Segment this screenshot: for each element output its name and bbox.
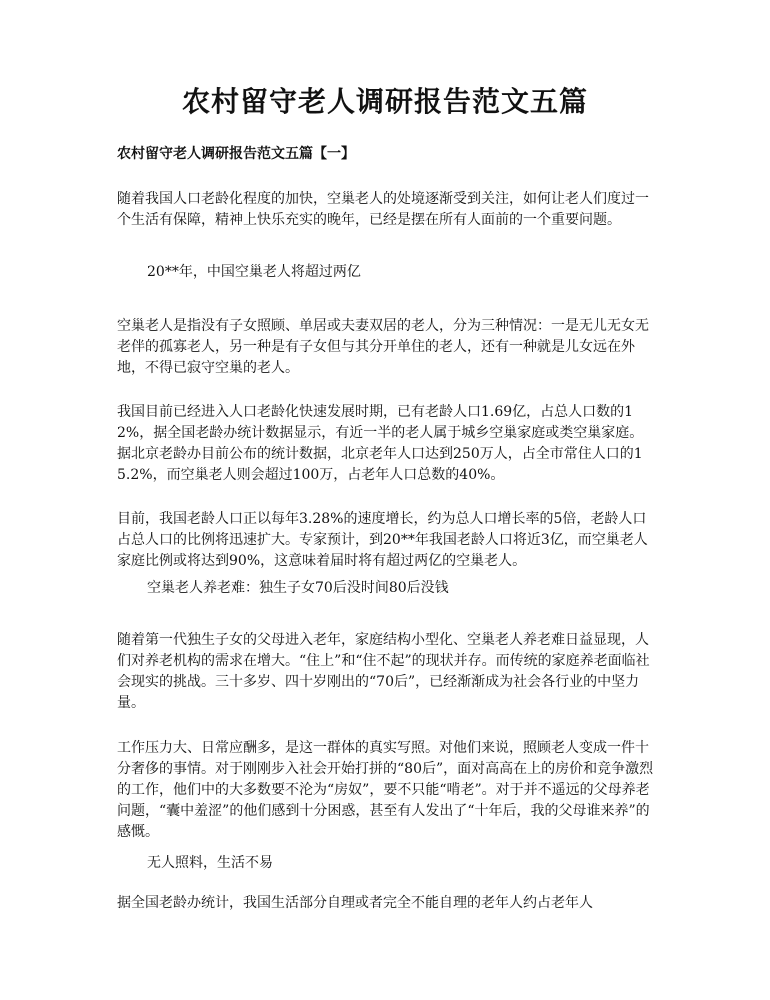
document-title: 农村留守老人调研报告范文五篇 xyxy=(181,85,588,118)
paragraph-work-pressure: 工作压力大、日常应酬多，是这一群体的真实写照。对他们来说，照顾老人变成一件十分奢侈的事情。对于刚刚步入社会开始打拼的“80后”，面对高高在上的房价和竞争激烈的工作，他们中的大多数要不沦为“房奴”，要不只能“啃老”。对于并不遥远的父母养老问题，“囊中羞涩”的他们感到十分困惑，甚至有人发出了“十年后，我的父母谁来养”的感慨。 xyxy=(117,740,654,840)
paragraph-definition: 空巢老人是指没有子女照顾、单居或夫妻双居的老人，分为三种情况：一是无儿无女无老伴的孤寡老人，另一种是有子女但与其分开单住的老人，还有一种就是儿女远在外地，不得已寂守空巢的老人。 xyxy=(117,318,649,376)
paragraph-only-child: 随着第一代独生子女的父母进入老年，家庭结构小型化、空巢老人养老难日益显现，人们对养老机构的需求在增大。“住上”和“住不起”的现状并存。而传统的家庭养老面临社会现实的挑战。三十多岁、四十岁刚出的“70后”，已经渐渐成为社会各行业的中坚力量。 xyxy=(117,632,650,711)
section-heading: 农村留守老人调研报告范文五篇【一】 xyxy=(117,146,355,162)
paragraph-intro: 随着我国人口老龄化程度的加快，空巢老人的处境逐渐受到关注，如何让老人们度过一个生活有保障，精神上快乐充实的晚年，已经是摆在所有人面前的一个重要问题。 xyxy=(117,191,649,228)
paragraph-statistics: 我国目前已经进入人口老龄化快速发展时期，已有老龄人口1.69亿，占总人口数的12%，据全国老龄办统计数据显示，有近一半的老人属于城乡空巢家庭或类空巢家庭。据北京老龄办目前公布的统计数据，北京老年人口达到250万人，占全市常住人口的15.2%，而空巢老人则会超过100万，占老年人口总数的40%。 xyxy=(117,404,644,483)
subheading-pension-difficulty: 空巢老人养老难：独生子女70后没时间80后没钱 xyxy=(147,580,449,596)
subheading-two-hundred-million: 20**年，中国空巢老人将超过两亿 xyxy=(147,264,361,280)
paragraph-growth: 目前，我国老龄人口正以每年3.28%的速度增长，约为总人口增长率的5倍，老龄人口占总人口的比例将迅速扩大。专家预计，到20**年我国老龄人口将近3亿，而空巢老人家庭比例或将达到90%，这意味着届时将有超过两亿的空巢老人。 xyxy=(117,511,648,569)
paragraph-care-statistics: 据全国老龄办统计，我国生活部分自理或者完全不能自理的老年人约占老年人 xyxy=(117,895,593,911)
subheading-no-care: 无人照料，生活不易 xyxy=(147,855,273,871)
